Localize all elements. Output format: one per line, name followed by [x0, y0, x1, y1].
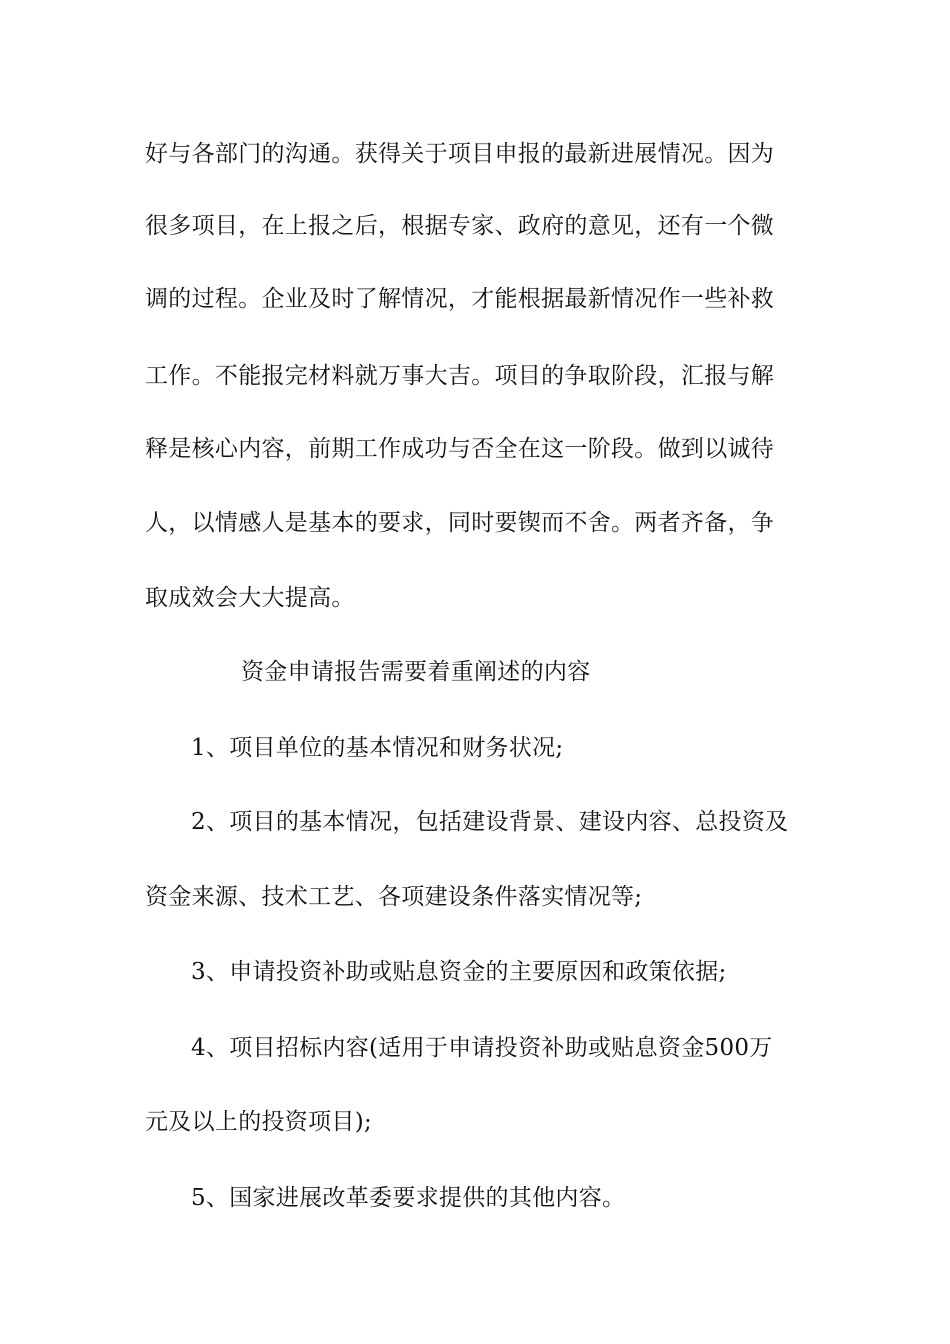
paragraph-line: 好与各部门的沟通。获得关于项目申报的最新进展情况。因为: [145, 141, 775, 167]
paragraph-line: 工作。不能报完材料就万事大吉。项目的争取阶段，汇报与解: [145, 363, 775, 389]
paragraph-line: 很多项目，在上报之后，根据专家、政府的意见，还有一个微: [145, 213, 775, 239]
list-item-3: 3、申请投资补助或贴息资金的主要原因和政策依据;: [191, 959, 727, 985]
paragraph-line: 取成效会大大提高。: [145, 585, 355, 611]
section-title: 资金申请报告需要着重阐述的内容: [241, 659, 591, 685]
list-item-1: 1、项目单位的基本情况和财务状况;: [191, 735, 564, 761]
paragraph-line: 调的过程。企业及时了解情况，才能根据最新情况作一些补救: [145, 286, 775, 312]
list-item-4: 4、项目招标内容(适用于申请投资补助或贴息资金500万: [191, 1035, 773, 1061]
list-item-5: 5、国家进展改革委要求提供的其他内容。: [191, 1185, 626, 1211]
list-item-2: 2、项目的基本情况，包括建设背景、建设内容、总投资及: [191, 809, 789, 835]
list-item-4-continuation: 元及以上的投资项目);: [145, 1109, 373, 1135]
paragraph-line: 释是核心内容，前期工作成功与否全在这一阶段。做到以诚待: [145, 436, 775, 462]
paragraph-line: 人，以情感人是基本的要求，同时要锲而不舍。两者齐备，争: [145, 510, 775, 536]
list-item-2-continuation: 资金来源、技术工艺、各项建设条件落实情况等;: [145, 884, 643, 910]
